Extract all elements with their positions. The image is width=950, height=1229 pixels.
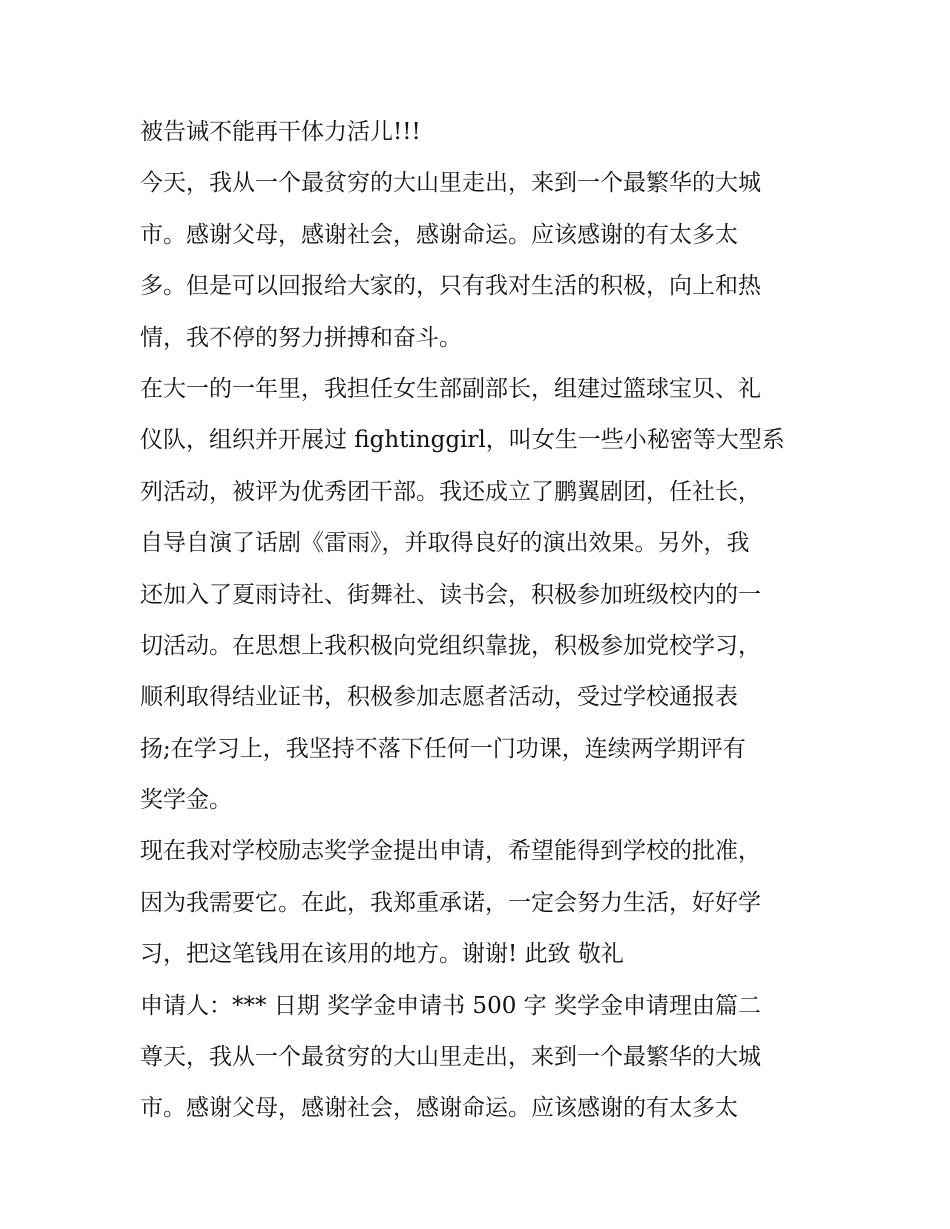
text-line: 多。但是可以回报给大家的，只有我对生活的积极，向上和热 <box>140 273 761 300</box>
text-line: 扬;在学习上，我坚持不落下任何一门功课，连续两学期评有 <box>140 735 746 762</box>
text-line: 申请人：*** 日期 奖学金申请书 500 字 奖学金申请理由篇二 <box>140 992 761 1019</box>
text-line: 奖学金。 <box>140 787 232 814</box>
text-line: 现在我对学校励志奖学金提出申请，希望能得到学校的批准， <box>140 838 761 865</box>
text-line: 市。感谢父母，感谢社会，感谢命运。应该感谢的有太多太 <box>140 221 738 248</box>
text-line: 尊天，我从一个最贫穷的大山里走出，来到一个最繁华的大城 <box>140 1044 761 1071</box>
text-line: 还加入了夏雨诗社、街舞社、读书会，积极参加班级校内的一 <box>140 581 761 608</box>
text-line: 情，我不停的努力拼搏和奋斗。 <box>140 324 462 351</box>
text-line: 在大一的一年里，我担任女生部副部长，组建过篮球宝贝、礼 <box>140 375 761 402</box>
document-body <box>140 107 820 1135</box>
text-line: 顺利取得结业证书，积极参加志愿者活动，受过学校通报表 <box>140 684 738 711</box>
text-line: 今天，我从一个最贫穷的大山里走出，来到一个最繁华的大城 <box>140 170 761 197</box>
text-line: 因为我需要它。在此，我郑重承诺，一定会努力生活，好好学 <box>140 889 761 916</box>
text-line: 习，把这笔钱用在该用的地方。谢谢! 此致 敬礼 <box>140 941 624 968</box>
text-line: 自导自演了话剧《雷雨》，并取得良好的演出效果。另外，我 <box>140 530 750 557</box>
text-line: 仪队，组织并开展过 fightinggirl，叫女生一些小秘密等大型系 <box>140 427 785 454</box>
text-line: 被告诫不能再干体力活儿!!! <box>140 119 421 145</box>
text-line: 切活动。在思想上我积极向党组织靠拢，积极参加党校学习， <box>140 632 761 659</box>
text-line: 列活动，被评为优秀团干部。我还成立了鹏翼剧团，任社长， <box>140 478 761 505</box>
text-line: 市。感谢父母，感谢社会，感谢命运。应该感谢的有太多太 <box>140 1095 738 1122</box>
